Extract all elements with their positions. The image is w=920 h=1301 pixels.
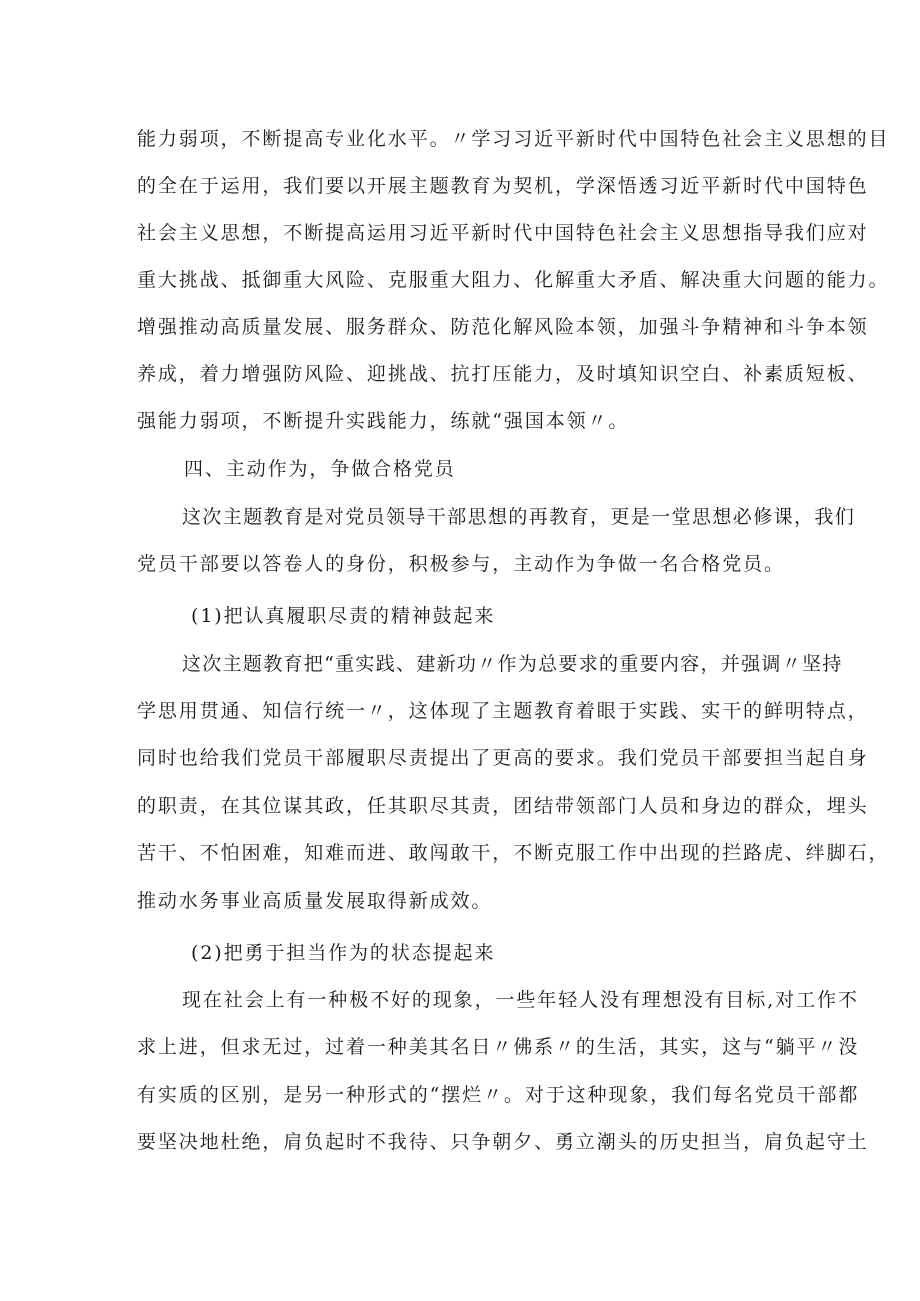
paragraph-line: 推动水务事业高质量发展取得新成效。 [137, 890, 493, 912]
paragraph-line: 求上进，但求无过，过着一种美其名日〃佛系〃的生活，其实，这与“躺平〃没 [137, 1036, 860, 1058]
paragraph-line: 重大挑战、抵御重大风险、克服重大阻力、化解重大矛盾、解决重大问题的能力。 [137, 269, 890, 291]
paragraph-line: 强能力弱项，不断提升实践能力，练就“强国本领〃。 [137, 410, 630, 432]
paragraph-line: 养成，着力增强防风险、迎挑战、抗打压能力，及时填知识空白、补素质短板、 [137, 363, 869, 385]
paragraph-line: 有实质的区别，是另一种形式的“摆烂〃。对于这种现象，我们每名党员干部都 [137, 1084, 860, 1106]
subsection-heading: (1)把认真履职尽责的精神鼓起来 [191, 605, 496, 627]
section-heading: 四、主动作为，争做合格党员 [184, 458, 456, 480]
paragraph-line: 这次主题教育是对党员领导干部思想的再教育，更是一堂思想必修课，我们 [182, 506, 856, 528]
paragraph-line: 能力弱项，不断提高专业化水平。〃学习习近平新时代中国特色社会主义思想的目 [137, 128, 890, 150]
paragraph-line: 增强推动高质量发展、服务群众、防范化解风险本领，加强斗争精神和斗争本领 [137, 316, 869, 338]
paragraph-line: 要坚决地杜绝，肩负起时不我待、只争朝夕、勇立潮头的历史担当，肩负起守土 [137, 1131, 869, 1153]
paragraph-line: 学思用贯通、知信行统一〃，这体现了主题教育着眼于实践、实干的鲜明特点， [137, 700, 869, 722]
paragraph-line: 现在社会上有一种极不好的现象，一些年轻人没有理想没有目标,对工作不 [182, 989, 859, 1011]
paragraph-line: 苦干、不怕困难，知难而进、敢闯敢干，不断克服工作中出现的拦路虎、绊脚石， [137, 842, 890, 864]
paragraph-line: 党员干部要以答卷人的身份，积极参与，主动作为争做一名合格党员。 [137, 553, 785, 575]
paragraph-line: 同时也给我们党员干部履职尽责提出了更高的要求。我们党员干部要担当起自身 [137, 747, 869, 769]
paragraph-line: 的全在于运用，我们要以开展主题教育为契机，学深悟透习近平新时代中国特色 [137, 175, 869, 197]
paragraph-line: 的职责，在其位谋其政，任其职尽其责，团结带领部门人员和身边的群众，埋头 [137, 795, 869, 817]
subsection-heading: (2)把勇于担当作为的状态提起来 [191, 942, 496, 964]
paragraph-line: 这次主题教育把“重实践、建新功〃作为总要求的重要内容，并强调〃坚持 [182, 653, 843, 675]
paragraph-line: 社会主义思想，不断提高运用习近平新时代中国特色社会主义思想指导我们应对 [137, 222, 869, 244]
